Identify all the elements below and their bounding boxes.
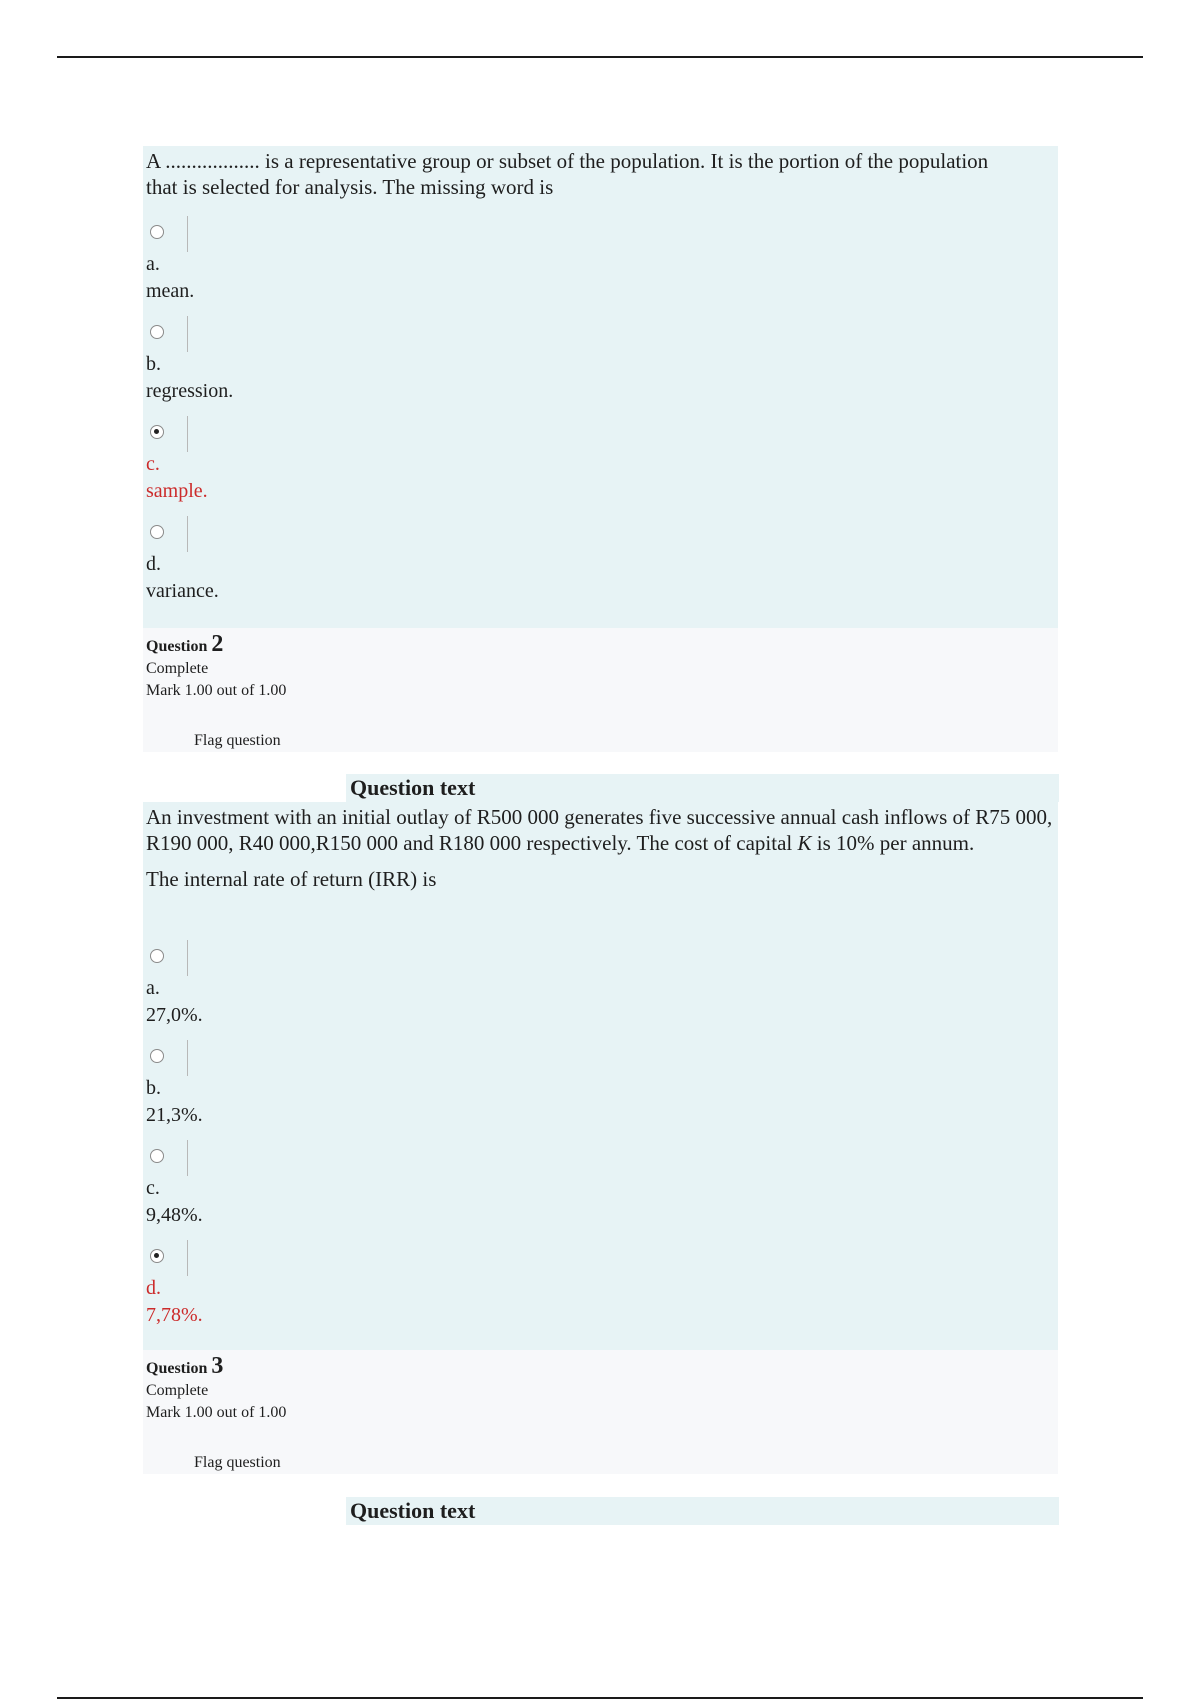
question-2-text-part2: is 10% per annum. bbox=[811, 831, 975, 855]
top-rule bbox=[57, 56, 1143, 58]
question-text-heading: Question text bbox=[346, 774, 1059, 802]
q1-radio-c[interactable] bbox=[146, 416, 188, 452]
question-2-info bbox=[143, 628, 1058, 752]
question-1-text: A .................. is a representative group or subset of the population. It is the portion of the population that is selected for analysis. The missing word is bbox=[146, 149, 989, 199]
q2-radio-d[interactable] bbox=[146, 1240, 188, 1276]
question-mark: Mark 1.00 out of 1.00 bbox=[146, 1404, 287, 1421]
q1-radio-b[interactable] bbox=[146, 316, 188, 352]
q1-answer-text: regression. bbox=[146, 380, 234, 402]
question-status: Complete bbox=[146, 660, 209, 677]
flag-question-link[interactable]: Flag question bbox=[194, 732, 281, 749]
question-2-title bbox=[146, 631, 223, 658]
question-2-text-part1: An investment with an initial outlay of R500 000 generates five successive annual cash inflows of R75 000, R190 000, R40 000,R150 000 and R180 000 respectively. The cost of capital bbox=[146, 805, 1053, 855]
q2-answer-a[interactable] bbox=[143, 940, 1058, 1040]
question-label: Question bbox=[146, 1360, 208, 1377]
question-mark: Mark 1.00 out of 1.00 bbox=[146, 682, 287, 699]
question-label: Question bbox=[146, 638, 208, 655]
q2-answer-text: 21,3%. bbox=[146, 1104, 203, 1126]
q1-answer-letter: d. bbox=[146, 553, 161, 575]
q2-answer-text: 27,0%. bbox=[146, 1004, 203, 1026]
flag-question-link[interactable]: Flag question bbox=[194, 1454, 281, 1471]
q1-answer-d[interactable] bbox=[143, 516, 1058, 616]
q1-answer-text: mean. bbox=[146, 280, 195, 302]
question-2-capital-k: K bbox=[797, 831, 812, 855]
q2-answer-text: 9,48%. bbox=[146, 1204, 203, 1226]
q2-radio-a[interactable] bbox=[146, 940, 188, 976]
q2-answer-letter: c. bbox=[146, 1177, 160, 1199]
q2-answer-b[interactable] bbox=[143, 1040, 1058, 1140]
q2-answer-letter: b. bbox=[146, 1077, 161, 1099]
question-text-heading: Question text bbox=[346, 1497, 1059, 1525]
q1-answer-letter: a. bbox=[146, 253, 160, 275]
bottom-rule bbox=[57, 1697, 1143, 1699]
q1-answer-text: variance. bbox=[146, 580, 219, 602]
q2-radio-c[interactable] bbox=[146, 1140, 188, 1176]
question-3-info bbox=[143, 1350, 1058, 1474]
question-number: 2 bbox=[211, 631, 224, 657]
question-3-title bbox=[146, 1353, 223, 1380]
question-number: 3 bbox=[211, 1353, 224, 1379]
q2-answer-letter: a. bbox=[146, 977, 160, 999]
q1-answer-c[interactable] bbox=[143, 416, 1058, 516]
q2-radio-b[interactable] bbox=[146, 1040, 188, 1076]
q1-answer-a[interactable] bbox=[143, 216, 1058, 316]
q1-answer-b[interactable] bbox=[143, 316, 1058, 416]
q2-answer-c[interactable] bbox=[143, 1140, 1058, 1240]
q1-radio-d[interactable] bbox=[146, 516, 188, 552]
q2-answer-letter: d. bbox=[146, 1277, 161, 1299]
question-status: Complete bbox=[146, 1382, 209, 1399]
question-2-prompt: The internal rate of return (IRR) is bbox=[146, 867, 437, 891]
q2-answer-d[interactable] bbox=[143, 1240, 1058, 1340]
question-2-panel bbox=[143, 802, 1058, 1350]
question-2-text bbox=[143, 802, 1064, 892]
question-1-panel bbox=[143, 146, 1058, 628]
q1-radio-a[interactable] bbox=[146, 216, 188, 252]
q1-answer-letter: c. bbox=[146, 453, 160, 475]
q1-answer-letter: b. bbox=[146, 353, 161, 375]
q2-answer-text: 7,78%. bbox=[146, 1304, 203, 1326]
q1-answer-text: sample. bbox=[146, 480, 208, 502]
